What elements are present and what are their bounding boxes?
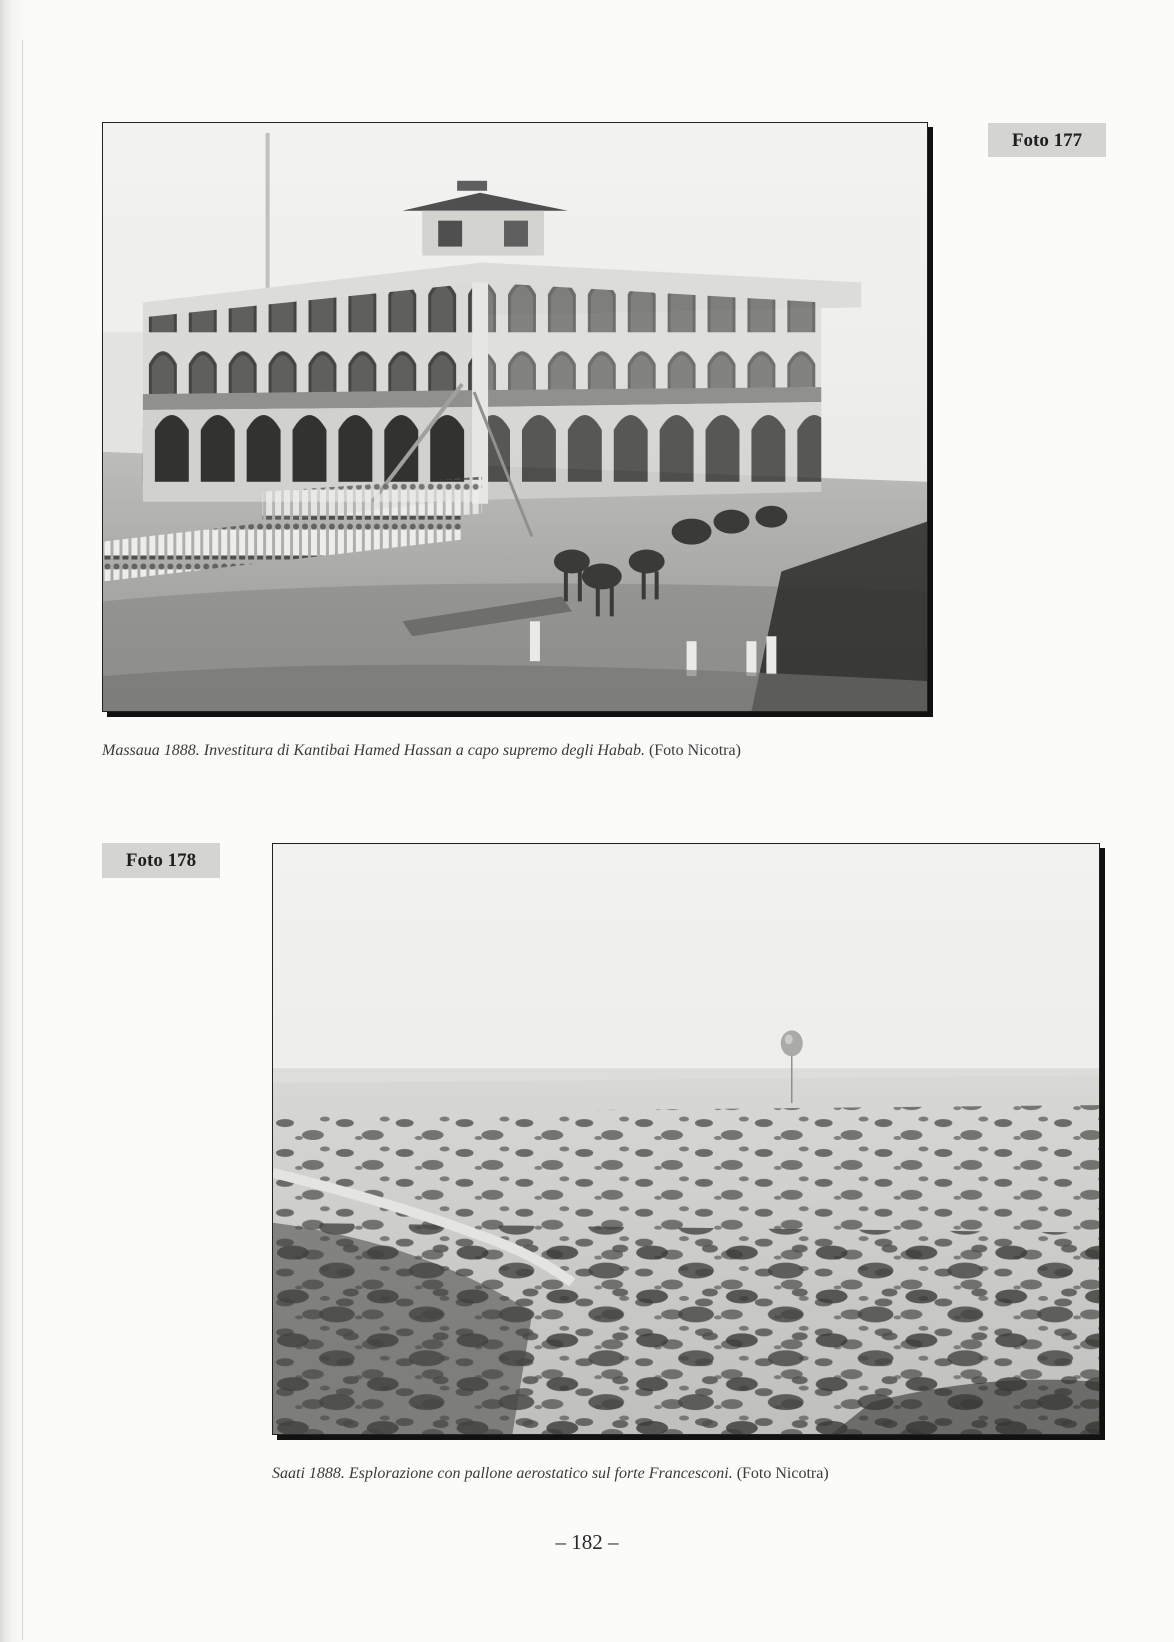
photo-177-caption-credit: (Foto Nicotra)	[648, 742, 741, 759]
photo-178-image	[273, 844, 1099, 1434]
photo-177-image	[103, 123, 927, 711]
photo-177-massaua-building	[102, 122, 928, 712]
photo-178-caption-credit: (Foto Nicotra)	[736, 1465, 829, 1482]
photo-177-caption-text: Massaua 1888. Investitura di Kantibai Hamed Hassan a capo supremo degli Habab.	[102, 742, 645, 759]
photo-178-caption	[272, 1465, 829, 1483]
photo-177-caption	[102, 742, 741, 760]
photo-177-label: Foto 177	[988, 123, 1106, 157]
photo-178-label: Foto 178	[102, 843, 220, 878]
photo-178-caption-text: Saati 1888. Esplorazione con pallone aerostatico sul forte Francesconi.	[272, 1465, 733, 1482]
page-number: – 182 –	[555, 1530, 619, 1554]
photo-178-saati-balloon	[272, 843, 1100, 1435]
binding-line	[22, 40, 23, 1640]
